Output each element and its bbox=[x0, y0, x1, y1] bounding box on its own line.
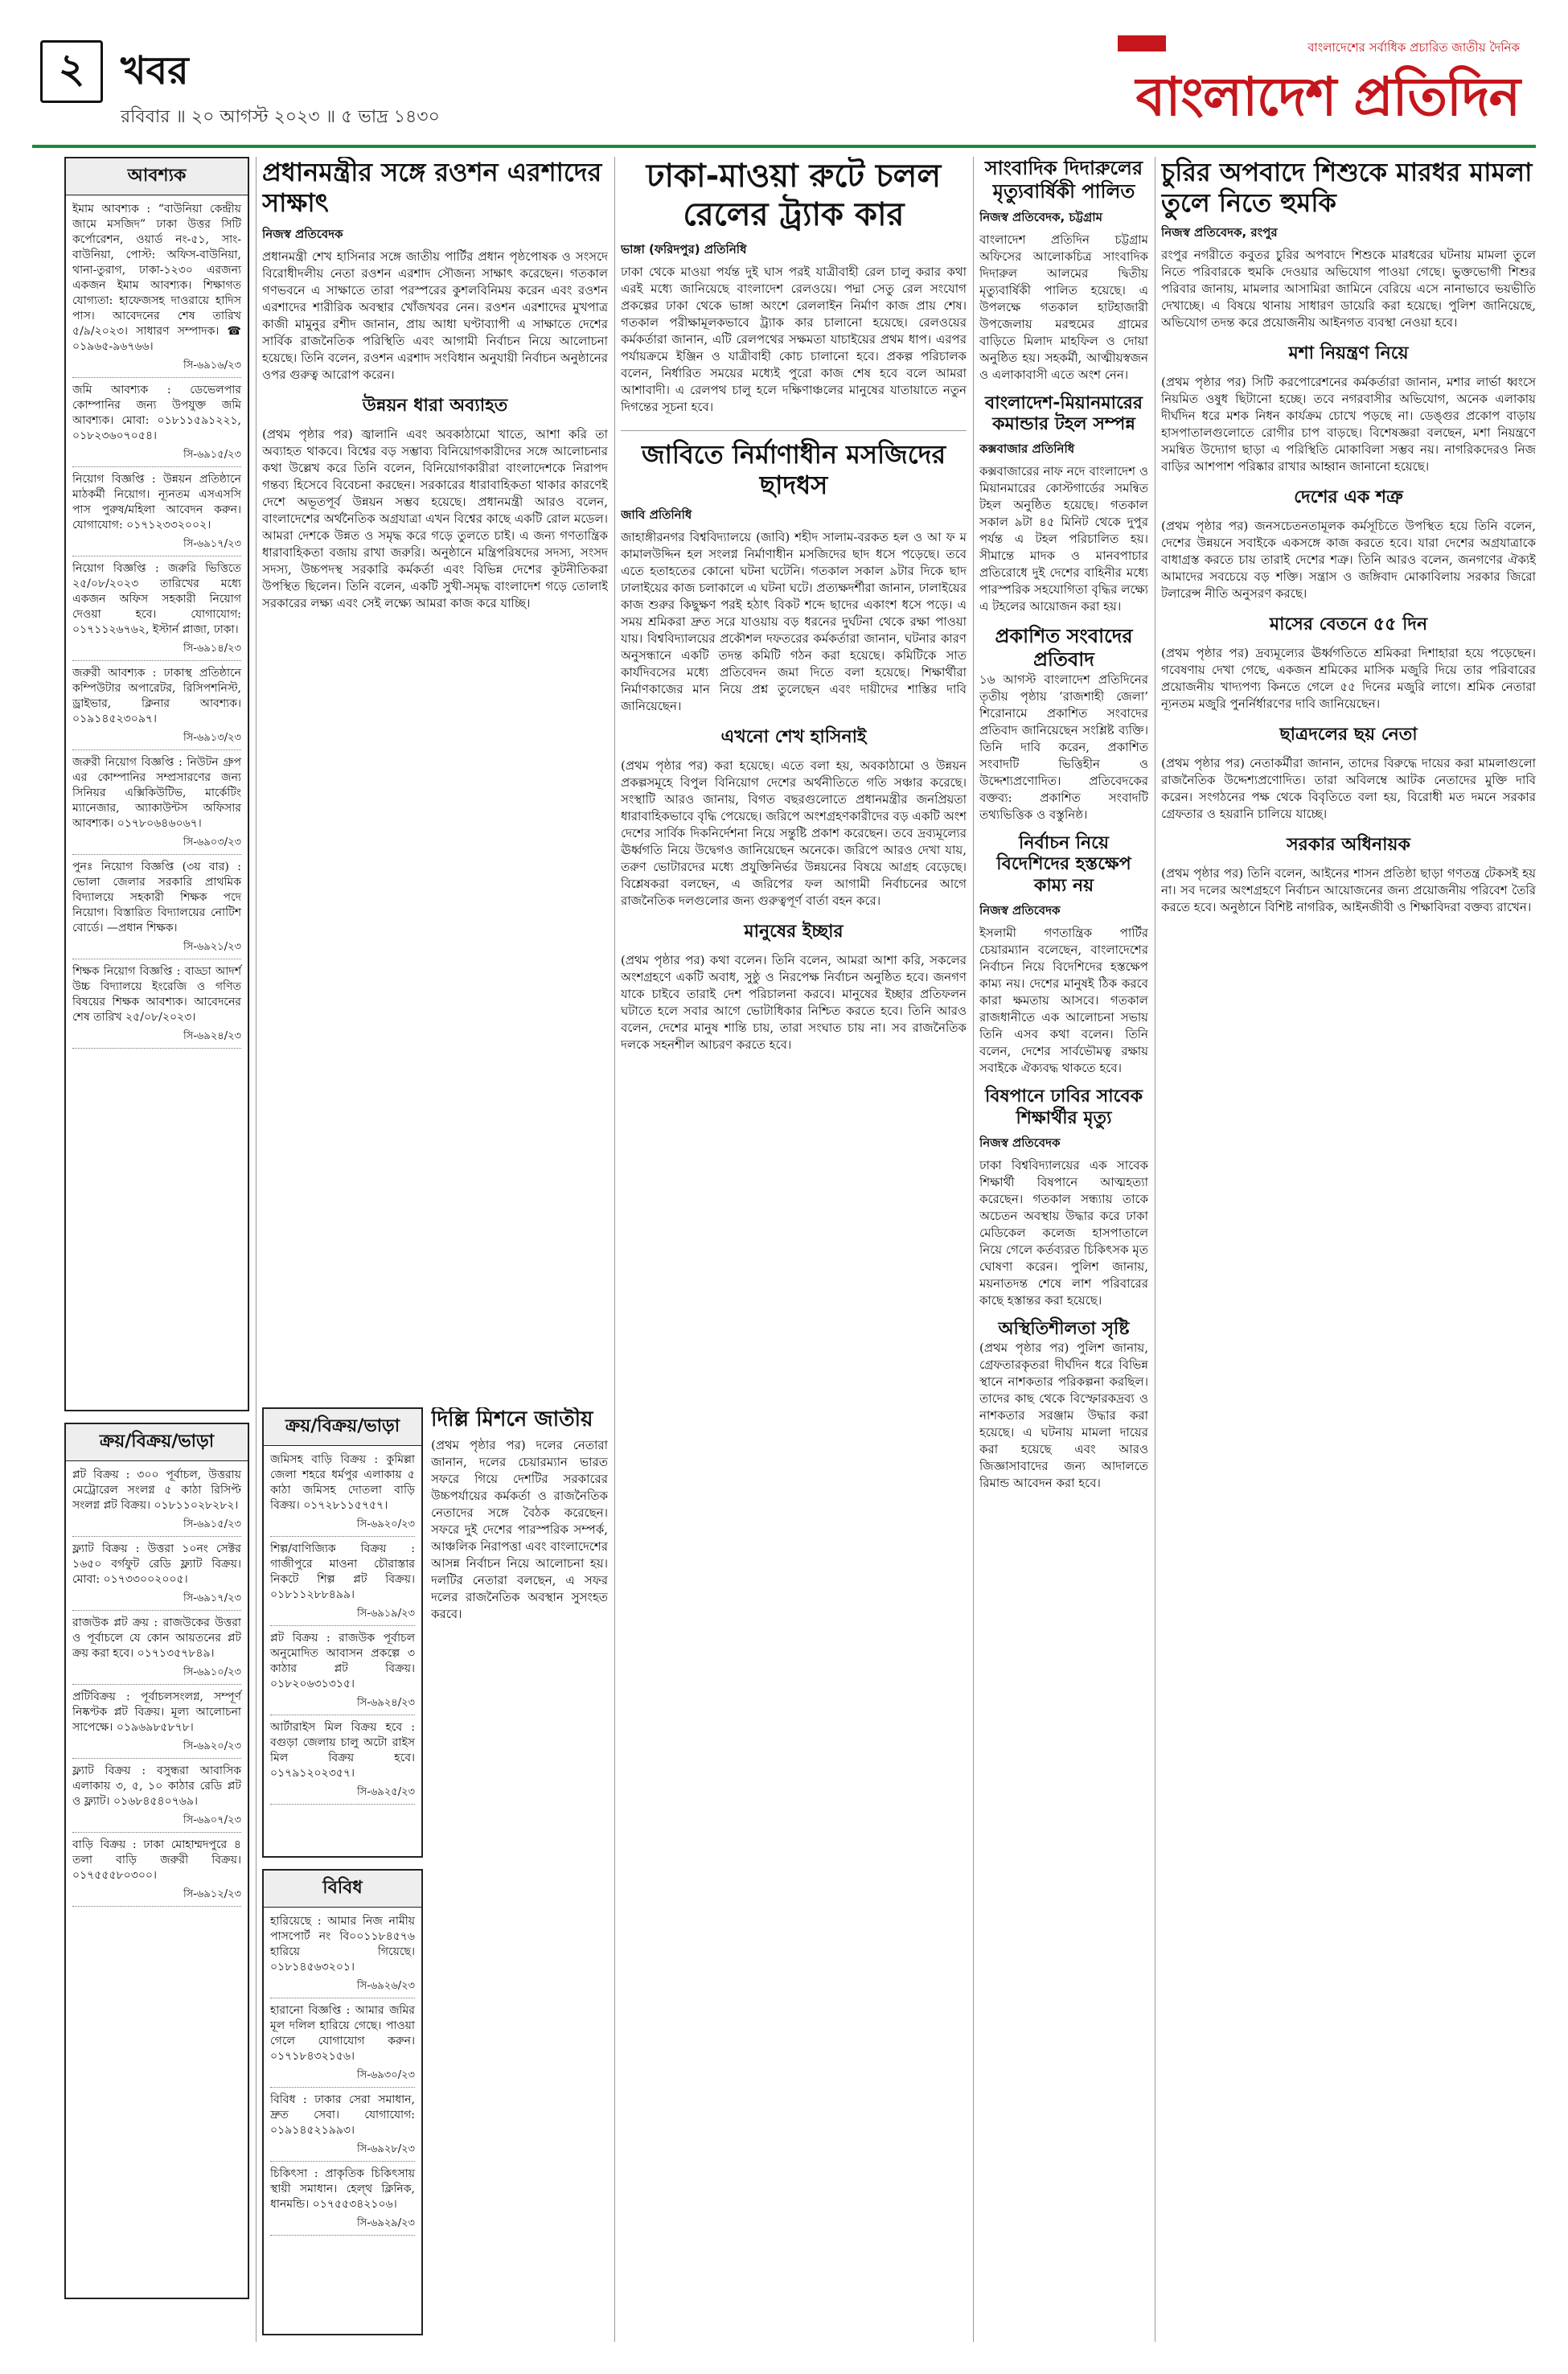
story-byline: নিজস্ব প্রতিবেদক bbox=[979, 903, 1061, 918]
classified-item: হারিয়েছে : আমার নিজ নামীয় পাসপোর্ট নং বি০০১১৮৪৫৭৬ হারিয়ে গিয়েছে। ০১৮১৪৫৬৩২০১। bbox=[270, 1915, 415, 1974]
story-headline: চুরির অপবাদে শিশুকে মারধর মামলা তুলে নিতে হুমকি bbox=[1161, 157, 1533, 219]
classifieds-sale-2 bbox=[262, 1407, 423, 1858]
column-rule bbox=[614, 157, 615, 2342]
logo-badge bbox=[1118, 35, 1166, 51]
story-subhead: মানুষের ইচ্ছার bbox=[744, 920, 844, 942]
story-headline: প্রকাশিত সংবাদের প্রতিবাদ bbox=[995, 625, 1133, 672]
classified-item: জমিসহ বাড়ি বিক্রয় : কুমিল্লা জেলা শহরে ধর্মপুর এলাকায় ৫ কাঠা জমিসহ দোতলা বাড়ি বিক্রয়। ০১৭২৮১১৫৭৫৭। bbox=[270, 1453, 415, 1512]
classified-code: সি-৬৯২৪/২৩ bbox=[270, 1695, 415, 1715]
dateline: রবিবার ॥ ২০ আগস্ট ২০২৩ ॥ ৫ ভাদ্র ১৪৩০ bbox=[121, 107, 440, 127]
classified-code: সি-৬৯১৩/২৩ bbox=[72, 730, 241, 750]
story-body: ঢাকা বিশ্ববিদ্যালয়ের এক সাবেক শিক্ষার্থী বিষপানে আত্মহত্যা করেছেন। গতকাল সন্ধ্যায় তাকে অচেতন অবস্থায় উদ্ধার করে ঢাকা মেডিকেল কলেজ হাসপাতালে নিয়ে গেলে কর্তব্যরত চিকিৎসক মৃত ঘোষণা করেন। পুলিশ জানায়, ময়নাতদন্ত শেষে লাশ পরিবারের কাছে হস্তান্তর করা হয়েছে। bbox=[979, 1157, 1148, 1308]
story-body: (প্রথম পৃষ্ঠার পর) সিটি করপোরেশনের কর্মকর্তারা জানান, মশার লার্ভা ধ্বংসে নিয়মিত ওষুধ ছিটানো হচ্ছে। তবে নগরবাসীর অভিযোগ, অনেক এলাকায় দীর্ঘদিন ধরে মশক নিধন কার্যক্রম চোখে পড়ছে না। ডেঙ্গুর প্রকোপ বাড়ায় হাসপাতালগুলোতে রোগীর চাপ বাড়ছে। বিশেষজ্ঞরা বলছেন, মশা নিয়ন্ত্রণে সমন্বিত উদ্যোগ ছাড়া এ পরিস্থিতি মোকাবিলা সম্ভব নয়। নাগরিকদেরও নিজ বাড়ির আশপাশ পরিষ্কার রাখার আহ্বান জানানো হয়েছে। bbox=[1161, 374, 1536, 474]
story-body: ইসলামী গণতান্ত্রিক পার্টির চেয়ারম্যান বলেছেন, বাংলাদেশের নির্বাচন নিয়ে বিদেশিদের হস্তক্ষেপ কাম্য নয়। দেশের মানুষই ঠিক করবে কারা ক্ষমতায় আসবে। গতকাল রাজধানীতে এক আলোচনা সভায় তিনি এসব কথা বলেন। তিনি বলেন, দেশের সার্বভৌমত্ব রক্ষায় সবাইকে ঐক্যবদ্ধ থাকতে হবে। bbox=[979, 926, 1148, 1076]
story-byline: জাবি প্রতিনিধি bbox=[621, 507, 692, 522]
classified-item: বাড়ি বিক্রয় : ঢাকা মোহাম্মদপুরে ৪ তলা বাড়ি জরুরী বিক্রয়। ০১৭৫৫৫৮০৩০০। bbox=[72, 1838, 241, 1882]
story-subhead: মশা নিয়ন্ত্রণ নিয়ে bbox=[1288, 342, 1409, 363]
story-byline: নিজস্ব প্রতিবেদক bbox=[979, 1135, 1061, 1150]
story-headline: সাংবাদিক দিদারুলের মৃত্যুবার্ষিকী পালিত bbox=[984, 157, 1143, 203]
classified-item: ইমাম আবশ্যক : “বাউনিয়া কেন্দ্রীয় জামে মসজিদ” ঢাকা উত্তর সিটি কর্পোরেশন, ওয়ার্ড নং-৫১, সাং-বাউনিয়া, পোস্ট: অফিস-বাউনিয়া, থানা-তুরাগ, ঢাকা-১২৩০ এরজন্য একজন ইমাম আবশ্যক। শিক্ষাগত যোগ্যতা: হাফেজসহ দাওরায়ে হাদিস পাস। আবেদনের শেষ তারিখ ৫/৯/২০২৩। সাধারণ সম্পাদক। ☎ ০১৯৬৫-৯৬৭৬৬। bbox=[72, 203, 241, 353]
story-rawshan bbox=[262, 157, 608, 1395]
classified-code: সি-৬৯২৯/২৩ bbox=[270, 2216, 415, 2236]
masthead bbox=[32, 32, 1536, 153]
story-body: ১৬ আগস্ট বাংলাদেশ প্রতিদিনের তৃতীয় পৃষ্ঠায় ‘রাজশাহী জেলা’ শিরোনামে প্রকাশিত সংবাদের প্রতিবাদ জানিয়েছেন সংশ্লিষ্ট ব্যক্তি। তিনি দাবি করেন, প্রকাশিত সংবাদটি ভিত্তিহীন ও উদ্দেশ্যপ্রণোদিত। প্রতিবেদকের বক্তব্য: প্রকাশিত সংবাদটি তথ্যভিত্তিক ও বস্তুনিষ্ঠ। bbox=[979, 672, 1148, 822]
classified-code: সি-৬৯২৮/২৩ bbox=[270, 2142, 415, 2162]
story-headline: প্রধানমন্ত্রীর সঙ্গে রওশন এরশাদের সাক্ষাৎ bbox=[262, 157, 602, 219]
story-headline: জাবিতে নির্মাণাধীন মসজিদের ছাদধস bbox=[621, 430, 967, 501]
story-delhi bbox=[431, 1407, 608, 2340]
story-headline: বাংলাদেশ-মিয়ানমারের কমান্ডার টহল সম্পন্ন bbox=[984, 392, 1143, 434]
classifieds-misc bbox=[262, 1869, 423, 2335]
classified-item: হারানো বিজ্ঞপ্তি : আমার জমির মূল দলিল হারিয়ে গেছে। পাওয়া গেলে যোগাযোগ করুন। ০১৭১৮৪৩২১৫৬। bbox=[270, 2004, 415, 2063]
page-number: ২ bbox=[40, 40, 103, 103]
story-headline: অস্থিতিশীলতা সৃষ্টি bbox=[998, 1318, 1130, 1339]
classified-code: সি-৬৯১০/২৩ bbox=[72, 1665, 241, 1685]
story-body: কক্সবাজারের নাফ নদে বাংলাদেশ ও মিয়ানমারের কোস্টগার্ডের সমন্বিত টহল অনুষ্ঠিত হয়েছে। গতকাল সকাল ৯টা ৪৫ মিনিট থেকে দুপুর পর্যন্ত এ টহল পরিচালিত হয়। সীমান্তে মাদক ও মানবপাচার প্রতিরোধে দুই দেশের বাহিনীর মধ্যে পারস্পরিক সহযোগিতা বৃদ্ধির লক্ষ্যে এ টহলের আয়োজন করা হয়। bbox=[979, 464, 1148, 614]
column-rule bbox=[256, 157, 257, 2342]
story-byline: নিজস্ব প্রতিবেদক bbox=[262, 226, 343, 241]
story-headline: ঢাকা-মাওয়া রুটে চলল রেলের ট্র্যাক কার bbox=[646, 158, 942, 233]
story-center bbox=[621, 157, 967, 2340]
story-body: (প্রথম পৃষ্ঠার পর) জনসচেতনতামূলক কর্মসূচিতে উপস্থিত হয়ে তিনি বলেন, দেশের উন্নয়নে সবাইকে একসঙ্গে কাজ করতে হবে। যারা দেশের অগ্রযাত্রাকে বাধাগ্রস্ত করতে চায় তারাই দেশের শত্রু। তিনি আরও বলেন, জনগণের ঐক্যই আমাদের সবচেয়ে বড় শক্তি। সন্ত্রাস ও জঙ্গিবাদ মোকাবিলায় সরকার জিরো টলারেন্স নীতি অনুসরণ করছে। bbox=[1161, 518, 1536, 601]
classified-code: সি-৬৯২৫/২৩ bbox=[270, 1785, 415, 1805]
classified-item: জরুরী আবশ্যক : ঢাকাস্থ প্রতিষ্ঠানে কম্পিউটার অপারেটর, রিসিপশনিস্ট, ড্রাইভার, ক্লিনার আবশ্যক। ০১৯১৪৫২৩০৯৭। bbox=[72, 667, 241, 725]
story-byline: কক্সবাজার প্রতিনিধি bbox=[979, 442, 1075, 457]
classified-code: সি-৬৯১৫/২৩ bbox=[72, 447, 241, 467]
classified-code: সি-৬৯১৬/২৩ bbox=[72, 358, 241, 378]
story-byline: নিজস্ব প্রতিবেদক, রংপুর bbox=[1161, 224, 1278, 240]
story-byline: নিজস্ব প্রতিবেদক, চট্টগ্রাম bbox=[979, 209, 1102, 224]
story-body: বাংলাদেশ প্রতিদিন চট্টগ্রাম অফিসের আলোকচিত্র সাংবাদিক দিদারুল আলমের দ্বিতীয় মৃত্যুবার্ষিকী পালিত হয়েছে। এ উপলক্ষে গতকাল হাটহাজারী উপজেলায় মরহুমের গ্রামের বাড়িতে মিলাদ মাহফিল ও দোয়া অনুষ্ঠিত হয়। সহকর্মী, আত্মীয়স্বজন ও এলাকাবাসী এতে অংশ নেন। bbox=[979, 232, 1148, 382]
story-subhead: এখনো শেখ হাসিনাই bbox=[720, 725, 867, 747]
story-headline: বিষপানে ঢাবির সাবেক শিক্ষার্থীর মৃত্যু bbox=[984, 1086, 1143, 1128]
column-rule bbox=[973, 157, 974, 2342]
classified-item: প্লট বিক্রয় : রাজউক পূর্বাচল অনুমোদিত আবাসন প্রকল্পে ৩ কাঠার প্লট বিক্রয়। ০১৮২০৬৩১৩১৫। bbox=[270, 1632, 415, 1690]
story-subhead: ছাত্রদলের ছয় নেতা bbox=[1279, 723, 1418, 745]
story-body: (প্রথম পৃষ্ঠার পর) কথা বলেন। তিনি বলেন, আমরা আশা করি, সকলের অংশগ্রহণে একটি অবাধ, সুষ্ঠু ও নিরপেক্ষ নির্বাচন অনুষ্ঠিত হবে। জনগণ যাকে চাইবে তারাই দেশ পরিচালনা করবে। মানুষের ইচ্ছার প্রতিফলন ঘটাতে হলে সবার আগে ভোটাধিকার নিশ্চিত করতে হবে। তিনি আরও বলেন, দেশের মানুষ শান্তি চায়, তারা সংঘাত চায় না। সব রাজনৈতিক দলকে সহনশীল আচরণ করতে হবে। bbox=[621, 952, 967, 1052]
story-body: (প্রথম পৃষ্ঠার পর) পুলিশ জানায়, গ্রেফতারকৃতরা দীর্ঘদিন ধরে বিভিন্ন স্থানে নাশকতার পরিকল্পনা করছিল। তাদের কাছ থেকে বিস্ফোরকদ্রব্য ও নাশকতার সরঞ্জাম উদ্ধার করা হয়েছে। এ ঘটনায় মামলা দায়ের করা হয়েছে এবং আরও জিজ্ঞাসাবাদের জন্য আদালতে রিমান্ড আবেদন করা হবে। bbox=[979, 1341, 1148, 1491]
classifieds-wanted-title: আবশ্যক bbox=[66, 158, 248, 195]
classified-code: সি-৬৯২১/২৩ bbox=[72, 939, 241, 959]
classified-item: ফ্ল্যাট বিক্রয় : বসুন্ধরা আবাসিক এলাকায় ৩, ৫, ১০ কাঠার রেডি প্লট ও ফ্ল্যাট। ০১৬৮৪৫৪০৭৬৯। bbox=[72, 1764, 241, 1808]
story-column-4 bbox=[979, 157, 1148, 2340]
story-subhead: মাসের বেতনে ৫৫ দিন bbox=[1269, 613, 1428, 635]
classified-item: নিয়োগ বিজ্ঞপ্তি : উন্নয়ন প্রতিষ্ঠানে মাঠকর্মী নিয়োগ। ন্যূনতম এসএসসি পাস পুরুষ/মহিলা আবেদন করুন। যোগাযোগ: ০১৭১২৩৩২০০২। bbox=[72, 473, 241, 532]
section-label: খবর bbox=[121, 48, 189, 93]
classified-item: ফ্ল্যাট বিক্রয় : উত্তরা ১০নং সেক্টর ১৬৫০ বর্গফুট রেডি ফ্ল্যাট বিক্রয়। মোবা: ০১৭৩৩০০২০০৫। bbox=[72, 1542, 241, 1586]
classified-item: নিয়োগ বিজ্ঞপ্তি : জরুরি ভিত্তিতে ২৫/০৮/২০২৩ তারিখের মধ্যে একজন অফিস সহকারী নিয়োগ দেওয়া হবে। যোগাযোগ: ০১৭১১২৬৭৬২, ইস্টার্ন প্লাজা, ঢাকা। bbox=[72, 562, 241, 636]
classifieds-misc-title: বিবিধ bbox=[264, 1871, 421, 1908]
classifieds-sale bbox=[64, 1423, 249, 2299]
story-body: ঢাকা থেকে মাওয়া পর্যন্ত দুই ঘাস পরই যাত্রীবাহী রেল চালু করার কথা এরই মধ্যে জানিয়েছে বাংলাদেশ রেলওয়ে। পদ্মা সেতু রেল সংযোগ প্রকল্পের ঢাকা থেকে ভাঙ্গা অংশে রেললাইন নির্মাণ কাজ প্রায় শেষ। গতকাল পরীক্ষামূলকভাবে ট্র্যাক কার চালানো হয়েছে। রেলওয়ের কর্মকর্তারা জানান, এটি রেলপথের সক্ষমতা যাচাইয়ের প্রথম ধাপ। এরপর পর্যায়ক্রমে ইঞ্জিন ও যাত্রীবাহী কোচ চালানো হবে। প্রকল্প পরিচালক বলেন, নির্ধারিত সময়ের মধ্যেই পুরো কাজ শেষ হবে বলে আমরা আশাবাদী। এ রেলপথ চালু হলে দক্ষিণাঞ্চলের মানুষের যাতায়াতে নতুন দিগন্তের সূচনা হবে। bbox=[621, 265, 967, 414]
classified-item: আর্টারাইস মিল বিক্রয় হবে : বগুড়া জেলায় চালু অটো রাইস মিল বিক্রয় হবে। ০১৭৯১২০২৩৫৭। bbox=[270, 1721, 415, 1780]
classified-item: বিবিধ : ঢাকার সেরা সমাধান, দ্রুত সেবা। যোগাযোগ: ০১৯১৪৫২১৯৯৩। bbox=[270, 2093, 415, 2137]
classifieds-column bbox=[64, 157, 249, 2342]
classified-code: সি-৬৯২০/২৩ bbox=[270, 1517, 415, 1537]
story-subhead: উন্নয়ন ধারা অব্যাহত bbox=[362, 394, 508, 416]
story-body: (প্রথম পৃষ্ঠার পর) জ্বালানি এবং অবকাঠামো খাতে, আশা করি তা অব্যাহত থাকবে। বিশ্বের বড় সম্ভাব্য বিনিয়োগকারীদের সঙ্গে আলোচনার কথা উল্লেখ করে তিনি বলেন, বিনিয়োগকারীরা বাংলাদেশকে নিরাপদ গন্তব্য হিসেবে বিবেচনা করছেন। সরকারের ধারাবাহিকতা থাকার কারণেই দেশে অভূতপূর্ব উন্নয়ন সম্ভব হয়েছে। প্রধানমন্ত্রী আরও বলেন, বাংলাদেশের অর্থনৈতিক অগ্রযাত্রা এখন বিশ্বের কাছে একটি রোল মডেল। আমরা দেশকে উন্নত ও সমৃদ্ধ করে গড়ে তুলতে চাই। এ জন্য গণতান্ত্রিক ধারাবাহিকতা বজায় রাখা জরুরি। অনুষ্ঠানে মন্ত্রিপরিষদের সদস্য, সংসদ সদস্য, উচ্চপদস্থ সরকারি কর্মকর্তা এবং বিভিন্ন দেশের কূটনীতিকরা উপস্থিত ছিলেন। তিনি বলেন, একটি সুখী-সমৃদ্ধ বাংলাদেশ গড়ে তোলাই সরকারের লক্ষ্য এবং সেই লক্ষ্যে আমরা কাজ করে যাচ্ছি। bbox=[262, 426, 608, 610]
classified-code: সি-৬৯০৩/২৩ bbox=[72, 835, 241, 855]
logo-tagline: বাংলাদেশের সর্বাধিক প্রচারিত জাতীয় দৈনিক bbox=[1307, 40, 1520, 55]
classified-code: সি-৬৯১৯/২৩ bbox=[270, 1606, 415, 1626]
story-headline: দিল্লি মিশনে জাতীয় bbox=[431, 1407, 593, 1431]
story-subhead: দেশের এক শত্রু bbox=[1294, 486, 1403, 507]
classified-item: প্লট বিক্রয় : ৩০০ পূর্বাচল, উত্তরায় মেট্রোরেল সংলগ্ন ৫ কাঠা রিসিপ্ট সংলগ্ন প্লট বিক্রয়। ০১৮১১০২৮২৮২। bbox=[72, 1468, 241, 1512]
story-body: (প্রথম পৃষ্ঠার পর) দ্রব্যমূল্যের ঊর্ধ্বগতিতে শ্রমিকরা দিশাহারা হয়ে পড়েছেন। গবেষণায় দেখা গেছে, একজন শ্রমিকের মাসিক মজুরি দিয়ে তার পরিবারের প্রয়োজনীয় খাদ্যপণ্য কিনতে গেলে ৫৫ দিনের মজুরি লাগে। শ্রমিক নেতারা ন্যূনতম মজুরি পুনর্নির্ধারণের দাবি জানিয়েছেন। bbox=[1161, 645, 1536, 711]
classified-item: জমি আবশ্যক : ডেভেলপার কোম্পানির জন্য উপযুক্ত জমি আবশ্যক। মোবা: ০১৮১১৫৯১২২১, ০১৮২৩৬০৭০৫৪। bbox=[72, 384, 241, 442]
classified-item: চিকিৎসা : প্রাকৃতিক চিকিৎসায় স্থায়ী সমাধান। হেল্থ ক্লিনিক, ধানমন্ডি। ০১৭৫৫৩৪২১০৬। bbox=[270, 2167, 415, 2211]
classified-code: সি-৬৯২৪/২৩ bbox=[72, 1029, 241, 1049]
classified-item: শিল্প/বাণিজ্যিক বিক্রয় : গাজীপুরে মাওনা চৌরাস্তার নিকটে শিল্প প্লট বিক্রয়। ০১৮১১২৮৮৪৯৯। bbox=[270, 1542, 415, 1601]
classified-code: সি-৬৯১৭/২৩ bbox=[72, 1591, 241, 1611]
masthead-rule bbox=[32, 145, 1536, 148]
story-body: রংপুর নগরীতে কবুতর চুরির অপবাদে শিশুকে মারধরের ঘটনায় মামলা তুলে নিতে পরিবারকে হুমকি দেওয়ার অভিযোগ পাওয়া গেছে। ভুক্তভোগী শিশুর পরিবার জানায়, মামলার আসামিরা জামিনে বেরিয়ে এসে নানাভাবে ভয়ভীতি দেখাচ্ছে। এ বিষয়ে থানায় সাধারণ ডায়েরি করা হয়েছে। পুলিশ জানিয়েছে, অভিযোগ তদন্ত করে প্রয়োজনীয় আইনগত ব্যবস্থা নেওয়া হবে। bbox=[1161, 247, 1536, 330]
logo-text: বাংলাদেশ প্রতিদিন bbox=[1135, 66, 1520, 128]
classified-item: জরুরী নিয়োগ বিজ্ঞপ্তি : নিউটন গ্রুপ এর কোম্পানির সম্প্রসারণের জন্য সিনিয়র এক্সিকিউটিভ, মার্কেটিং ম্যানেজার, অ্যাকাউন্টস অফিসার আবশ্যক। ০১৭৮০৬৪৬০৬৭। bbox=[72, 756, 241, 830]
classified-code: সি-৬৯২০/২৩ bbox=[72, 1739, 241, 1759]
classifieds-sale-title: ক্রয়/বিক্রয়/ভাড়া bbox=[66, 1424, 248, 1461]
classified-item: প্রটিবিক্রয় : পূর্বাচলসংলগ্ন, সম্পূর্ণ নিষ্কণ্টক প্লট বিক্রয়। মূল্য আলোচনা সাপেক্ষে। ০১৯৬৯৮৫৮৭৮। bbox=[72, 1690, 241, 1734]
story-subhead: সরকার অধিনায়ক bbox=[1287, 833, 1410, 855]
classified-item: শিক্ষক নিয়োগ বিজ্ঞপ্তি : বাড্ডা আদর্শ উচ্চ বিদ্যালয়ে ইংরেজি ও গণিত বিষয়ের শিক্ষক আবশ্যক। আবেদনের শেষ তারিখ ২৫/০৮/২০২৩। bbox=[72, 965, 241, 1024]
classified-code: সি-৬৯০৭/২৩ bbox=[72, 1813, 241, 1833]
classifieds-sale-2-title: ক্রয়/বিক্রয়/ভাড়া bbox=[264, 1409, 421, 1446]
story-body: প্রধানমন্ত্রী শেখ হাসিনার সঙ্গে জাতীয় পার্টির প্রধান পৃষ্ঠপোষক ও সংসদে বিরোধীদলীয় নেতা রওশন এরশাদ সৌজন্য সাক্ষাৎ করেছেন। গতকাল গণভবনে এ সাক্ষাতে তারা পরস্পরের কুশলবিনিময় করেন এবং রওশন এরশাদের শারীরিক অবস্থার খোঁজখবর নেন। রওশন এরশাদের মুখপাত্র কাজী মামুনুর রশীদ জানান, প্রায় আধা ঘণ্টাব্যাপী এ সাক্ষাতে দেশের সার্বিক রাজনৈতিক পরিস্থিতি এবং আগামী নির্বাচন নিয়ে আলোচনা হয়েছে। তিনি বলেন, রওশন এরশাদ সংবিধান অনুযায়ী নির্বাচন অনুষ্ঠানের ওপর গুরুত্ব আরোপ করেন। bbox=[262, 248, 608, 382]
classified-code: সি-৬৯১২/২৩ bbox=[72, 1887, 241, 1907]
classifieds-wanted bbox=[64, 157, 249, 1411]
story-body: (প্রথম পৃষ্ঠার পর) দলের নেতারা জানান, দলের চেয়ারম্যান ভারত সফরে গিয়ে দেশটির সরকারের উচ্চপর্যায়ের কর্মকর্তা ও রাজনৈতিক নেতাদের সঙ্গে বৈঠক করেছেন। সফরে দুই দেশের পারস্পরিক সম্পর্ক, আঞ্চলিক নিরাপত্তা এবং বাংলাদেশের আসন্ন নির্বাচন নিয়ে আলোচনা হয়। দলটির নেতারা বলছেন, এ সফর দলের রাজনৈতিক অবস্থান সুসংহত করবে। bbox=[431, 1438, 608, 1622]
classified-code: সি-৬৯২৬/২৩ bbox=[270, 1978, 415, 1998]
story-headline: নির্বাচন নিয়ে বিদেশিদের হস্তক্ষেপ কাম্য নয় bbox=[996, 832, 1131, 896]
newspaper-logo bbox=[1102, 39, 1520, 139]
story-body: জাহাঙ্গীরনগর বিশ্ববিদ্যালয়ে (জাবি) শহীদ সালাম-বরকত হল ও আ ফ ম কামালউদ্দিন হল সংলগ্ন নির্মাণাধীন মসজিদের ছাদ ধসে পড়েছে। তবে এতে হতাহতের কোনো ঘটনা ঘটেনি। গতকাল সকাল ৯টার দিকে ছাদ ঢালাইয়ের কাজ চলাকালে এ ঘটনা ঘটে। প্রত্যক্ষদর্শীরা জানান, ঢালাইয়ের কাজ শুরুর কিছুক্ষণ পরই হঠাৎ বিকট শব্দে ছাদের একাংশ ধসে পড়ে। এ সময় শ্রমিকরা দ্রুত সরে যাওয়ায় বড় ধরনের দুর্ঘটনা থেকে রক্ষা পাওয়া যায়। বিশ্ববিদ্যালয়ের প্রকৌশল দফতরের কর্মকর্তারা জানান, ঘটনার কারণ অনুসন্ধানে একটি তদন্ত কমিটি গঠন করা হয়েছে। কমিটিকে সাত কার্যদিবসের মধ্যে প্রতিবেদন জমা দিতে বলা হয়েছে। শিক্ষার্থীরা নির্মাণকাজের মান নিয়ে প্রশ্ন তুলেছেন এবং দায়ীদের শাস্তির দাবি জানিয়েছেন। bbox=[621, 529, 967, 713]
classified-code: সি-৬৯১৪/২৩ bbox=[72, 641, 241, 661]
classifieds-lower bbox=[262, 1407, 423, 2340]
classified-code: সি-৬৯১৭/২৩ bbox=[72, 536, 241, 557]
classified-code: সি-৬৯৩০/২৩ bbox=[270, 2068, 415, 2088]
story-column-5 bbox=[1161, 157, 1536, 2340]
classified-item: রাজউক প্লট ক্রয় : রাজউকের উত্তরা ও পূর্বাচলে যে কোন আয়তনের প্লট ক্রয় করা হবে। ০১৭১৩৫৭৮৪৯। bbox=[72, 1616, 241, 1660]
story-body: (প্রথম পৃষ্ঠার পর) করা হয়েছে। এতে বলা হয়, অবকাঠামো ও উন্নয়ন প্রকল্পসমূহে বিপুল বিনিয়োগ দেশের অর্থনীতিতে গতি সঞ্চার করেছে। সংস্থাটি আরও জানায়, বিগত বছরগুলোতে প্রধানমন্ত্রীর জনপ্রিয়তা ধারাবাহিকভাবে বৃদ্ধি পেয়েছে। জরিপে অংশগ্রহণকারীদের বড় একটি অংশ দেশের সার্বিক দিকনির্দেশনা নিয়ে সন্তুষ্টি প্রকাশ করেছেন। তবে দ্রব্যমূল্যের ঊর্ধ্বগতি নিয়ে উদ্বেগও জানিয়েছেন অনেকে। জরিপে আরও দেখা যায়, তরুণ ভোটারদের মধ্যে প্রযুক্তিনির্ভর উন্নয়নের বিষয়ে আগ্রহ বেড়েছে। বিশ্লেষকরা বলছেন, এ জরিপের ফল আগামী নির্বাচনের আগে রাজনৈতিক দলগুলোর জন্য গুরুত্বপূর্ণ বার্তা বহন করে। bbox=[621, 758, 967, 908]
classified-code: সি-৬৯১৫/২৩ bbox=[72, 1517, 241, 1537]
story-body: (প্রথম পৃষ্ঠার পর) তিনি বলেন, আইনের শাসন প্রতিষ্ঠা ছাড়া গণতন্ত্র টেকসই হয় না। সব দলের অংশগ্রহণে নির্বাচন আয়োজনের জন্য প্রয়োজনীয় পরিবেশ তৈরি করতে হবে। অনুষ্ঠানে বিশিষ্ট নাগরিক, আইনজীবী ও শিক্ষাবিদরা বক্তব্য রাখেন। bbox=[1161, 865, 1536, 914]
story-byline: ভাঙ্গা (ফরিদপুর) প্রতিনিধি bbox=[621, 242, 747, 257]
classified-item: পুনঃ নিয়োগ বিজ্ঞপ্তি (৩য় বার) : ভোলা জেলার সরকারি প্রাথমিক বিদ্যালয়ে সহকারী শিক্ষক পদে নিয়োগ। বিস্তারিত বিদ্যালয়ের নোটিশ বোর্ডে। —প্রধান শিক্ষক। bbox=[72, 860, 241, 934]
story-body: (প্রথম পৃষ্ঠার পর) নেতাকর্মীরা জানান, তাদের বিরুদ্ধে দায়ের করা মামলাগুলো রাজনৈতিক উদ্দেশ্যপ্রণোদিত। তারা অবিলম্বে আটক নেতাদের মুক্তি দাবি করেন। সংগঠনের পক্ষ থেকে বিবৃতিতে বলা হয়, বিরোধী মত দমনে সরকার গ্রেফতার ও হয়রানি চালিয়ে যাচ্ছে। bbox=[1161, 755, 1536, 821]
